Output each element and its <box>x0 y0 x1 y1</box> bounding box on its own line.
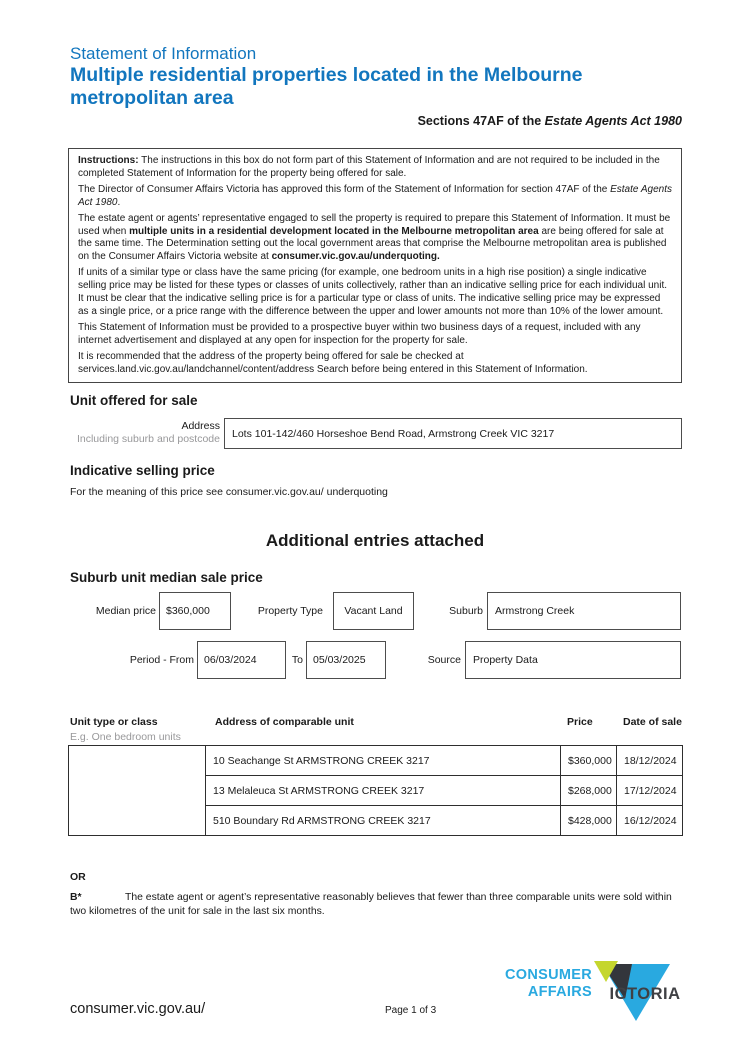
logo-wordmark <box>504 967 592 1000</box>
address-label: Address <box>181 420 220 432</box>
table-row <box>69 746 683 776</box>
column-header-date: Date of sale <box>623 716 682 728</box>
indicative-price-heading: Indicative selling price <box>70 463 215 478</box>
comparable-address-cell: 13 Melaleuca St ARMSTRONG CREEK 3217 <box>206 776 561 806</box>
logo-victoria-rest: ICTORIA <box>609 985 681 1003</box>
document-subtitle: Statement of Information <box>70 44 257 63</box>
instructions-paragraph: This Statement of Information must be provided to a prospective buyer within two business days of a request, included with any internet advertisement and displayed at any open for inspection for the property for sale. <box>78 321 641 346</box>
median-price-field[interactable]: $360,000 <box>159 592 231 630</box>
consumer-affairs-victoria-logo <box>504 961 684 1023</box>
suburb-label: Suburb <box>449 605 483 617</box>
option-b-label: B* <box>70 892 82 903</box>
comparable-address-cell: 510 Boundary Rd ARMSTRONG CREEK 3217 <box>206 806 561 836</box>
address-label-block <box>70 420 220 446</box>
act-reference: Sections 47AF of the Estate Agents Act 1980 <box>417 114 682 128</box>
address-field[interactable]: Lots 101-142/460 Horseshoe Bend Road, Armstrong Creek VIC 3217 <box>224 418 682 449</box>
comparable-price-cell: $428,000 <box>561 806 617 836</box>
address-sublabel: Including suburb and postcode <box>76 433 220 445</box>
instructions-box <box>68 148 682 383</box>
logo-victoria-v: V <box>598 985 610 1003</box>
period-to-label: To <box>291 654 303 666</box>
instructions-paragraph: The estate agent or agents’ representative engaged to sell the property is required to prepare this Statement of Information. It must be used when multiple units in a residential development located in the Melbourne metropolitan area are being offered for sale at the same time. The Determination setting out the local government areas that comprise the Melbourne metropolitan area is published on the Consumer Affairs Victoria website at consumer.vic.gov.au/underquoting. <box>78 212 671 263</box>
unit-offered-heading: Unit offered for sale <box>70 393 198 408</box>
comparable-date-cell: 16/12/2024 <box>617 806 683 836</box>
suburb-field[interactable]: Armstrong Creek <box>487 592 681 630</box>
property-type-label: Property Type <box>257 605 323 617</box>
instructions-paragraph: The Director of Consumer Affairs Victoria has approved this form of the Statement of Information for section 47AF of the Estate Agents Act 1980. <box>78 183 672 208</box>
option-b-paragraph <box>70 891 686 918</box>
column-header-price: Price <box>567 716 593 728</box>
unit-type-cell[interactable] <box>69 746 206 836</box>
comparable-price-cell: $268,000 <box>561 776 617 806</box>
or-label: OR <box>70 871 86 883</box>
period-from-field[interactable]: 06/03/2024 <box>197 641 286 679</box>
logo-line-victoria <box>598 985 681 1004</box>
source-field[interactable]: Property Data <box>465 641 681 679</box>
period-to-field[interactable]: 05/03/2025 <box>306 641 386 679</box>
median-price-label: Median price <box>95 605 156 617</box>
comparable-date-cell: 17/12/2024 <box>617 776 683 806</box>
comparable-price-cell: $360,000 <box>561 746 617 776</box>
property-type-field[interactable]: Vacant Land <box>333 592 414 630</box>
comparable-address-cell: 10 Seachange St ARMSTRONG CREEK 3217 <box>206 746 561 776</box>
median-sale-heading: Suburb unit median sale price <box>70 570 263 585</box>
page-title: Multiple residential properties located in the Melbourne metropolitan area <box>70 64 583 109</box>
column-header-unit-type-hint: E.g. One bedroom units <box>70 731 181 743</box>
period-from-label: Period - From <box>129 654 194 666</box>
indicative-price-note: For the meaning of this price see consumer.vic.gov.au/ underquoting <box>70 486 388 498</box>
comparable-date-cell: 18/12/2024 <box>617 746 683 776</box>
footer-website: consumer.vic.gov.au/ <box>70 1001 206 1017</box>
column-header-address: Address of comparable unit <box>215 716 354 728</box>
logo-line-consumer: CONSUMER <box>505 967 592 983</box>
column-header-unit-type: Unit type or class <box>70 716 158 728</box>
footer-page-number: Page 1 of 3 <box>385 1005 437 1016</box>
source-label: Source <box>427 654 461 666</box>
option-b-text: The estate agent or agent’s representative reasonably believes that fewer than three comparable units were sold within two kilometres of the unit for sale in the last six months. <box>70 892 672 917</box>
additional-entries-heading: Additional entries attached <box>265 531 485 550</box>
instructions-paragraph: It is recommended that the address of the property being offered for sale be checked at services.land.vic.gov.au/landchannel/content/address Search before being entered in this Statement of Information. <box>78 350 588 375</box>
instructions-paragraph: Instructions: The instructions in this box do not form part of this Statement of Information and are not required to be included in the completed Statement of Information for the property being offered for sale. <box>78 155 660 179</box>
logo-line-affairs: AFFAIRS <box>527 983 592 1000</box>
instructions-paragraph: If units of a similar type or class have the same pricing (for example, one bedroom units in a high rise position) a single indicative selling price may be listed for these types or classes of units collectively, rather than an indicative selling price for each individual unit. It must be clear that the indicative selling price is for a particular type or class of units. The indicative selling price may be expressed as a single price, or a price range with the difference between the upper and lower amounts not more than 10% of the lower amount. <box>78 267 667 317</box>
comparables-table <box>68 745 683 836</box>
